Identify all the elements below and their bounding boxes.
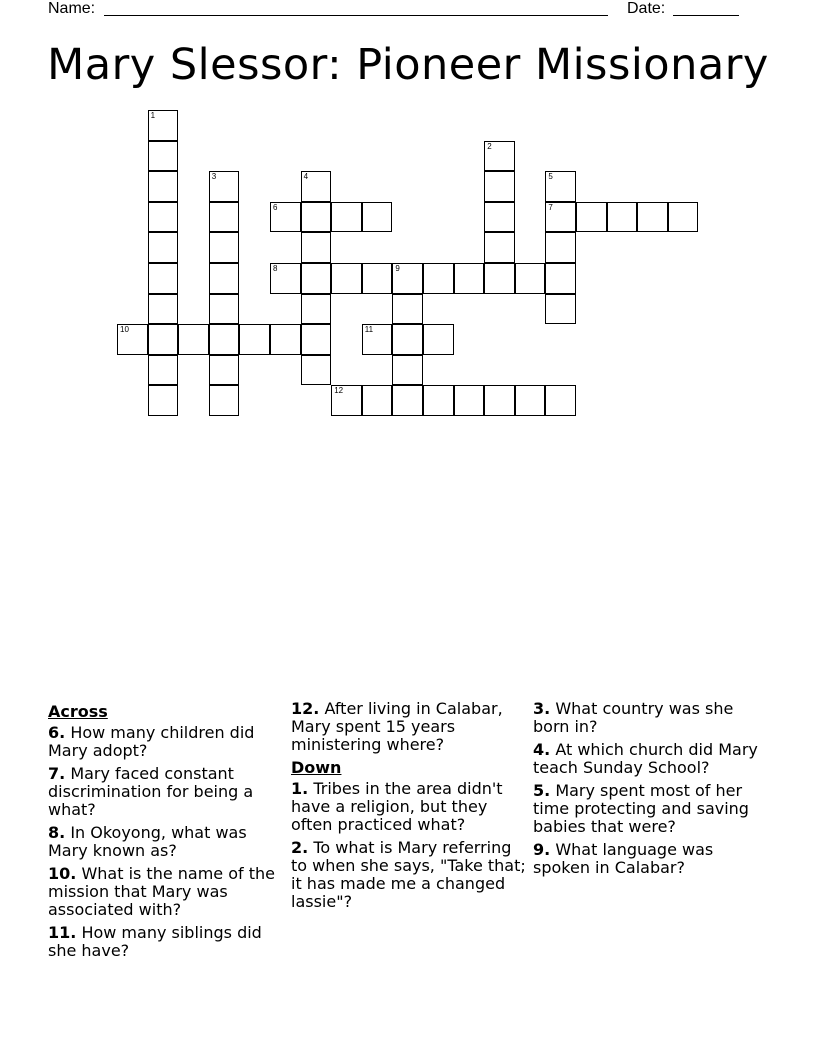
crossword-cell[interactable]	[209, 232, 240, 263]
crossword-cell[interactable]	[331, 263, 362, 294]
clue-column-2	[291, 700, 526, 916]
cell-number: 9	[395, 264, 400, 273]
crossword-cell[interactable]	[331, 385, 362, 416]
crossword-cell[interactable]	[209, 385, 240, 416]
crossword-cell[interactable]	[484, 232, 515, 263]
clue-across-12	[291, 700, 526, 754]
crossword-cell[interactable]	[301, 294, 332, 325]
cell-number: 12	[334, 386, 344, 396]
crossword-cell[interactable]	[270, 324, 301, 355]
cell-number: 8	[273, 264, 278, 273]
crossword-cell[interactable]	[148, 324, 179, 355]
crossword-grid	[0, 0, 816, 460]
crossword-cell[interactable]	[148, 232, 179, 263]
name-label: Name:	[48, 0, 96, 17]
page-title: Mary Slessor: Pioneer Missionary	[47, 40, 769, 90]
clue-column-1	[48, 700, 283, 965]
crossword-cell[interactable]	[209, 171, 240, 202]
crossword-cell[interactable]	[576, 202, 607, 233]
clue-down-1	[291, 780, 526, 834]
crossword-cell[interactable]	[392, 294, 423, 325]
crossword-cell[interactable]	[668, 202, 699, 233]
crossword-cell[interactable]	[484, 141, 515, 172]
cell-number: 3	[211, 172, 217, 182]
clue-across-8	[48, 824, 283, 860]
crossword-cell[interactable]	[331, 202, 362, 233]
clue-number: 8.	[48, 823, 66, 842]
clue-text: Mary spent most of her time protecting and saving babies that were?	[533, 781, 749, 836]
crossword-cell[interactable]	[209, 324, 240, 355]
crossword-cell[interactable]	[423, 324, 454, 355]
crossword-cell[interactable]	[362, 263, 393, 294]
crossword-cell[interactable]	[423, 263, 454, 294]
crossword-cell[interactable]	[392, 355, 423, 386]
crossword-cell[interactable]	[545, 294, 576, 325]
clue-text: How many children did Mary adopt?	[48, 723, 255, 760]
clue-text: To what is Mary referring to when she says, "Take that; it has made me a changed lassie"?	[291, 838, 526, 911]
crossword-cell[interactable]	[148, 294, 179, 325]
cell-number: 11	[364, 325, 374, 335]
crossword-cell[interactable]	[270, 263, 301, 294]
clue-down-3	[533, 700, 768, 736]
across-heading: Across	[48, 702, 108, 721]
crossword-cell[interactable]	[545, 385, 576, 416]
crossword-cell[interactable]	[148, 171, 179, 202]
clue-text: After living in Calabar, Mary spent 15 years ministering where?	[291, 699, 503, 754]
crossword-cell[interactable]	[545, 232, 576, 263]
crossword-cell[interactable]	[148, 110, 179, 141]
crossword-cell[interactable]	[392, 263, 423, 294]
crossword-cell[interactable]	[209, 202, 240, 233]
crossword-cell[interactable]	[607, 202, 638, 233]
crossword-cell[interactable]	[301, 202, 332, 233]
crossword-cell[interactable]	[209, 263, 240, 294]
clue-text: Mary faced constant discrimination for being a what?	[48, 764, 254, 819]
cell-number: 5	[548, 172, 553, 182]
crossword-cell[interactable]	[270, 202, 301, 233]
clue-number: 10.	[48, 864, 77, 883]
clue-number: 11.	[48, 923, 77, 942]
clue-number: 9.	[533, 840, 551, 859]
clue-number: 2.	[291, 838, 309, 857]
cell-number: 2	[487, 141, 492, 151]
clue-across-7	[48, 765, 283, 819]
clue-number: 1.	[291, 779, 309, 798]
crossword-cell[interactable]	[148, 263, 179, 294]
crossword-cell[interactable]	[362, 324, 393, 355]
cell-number: 7	[548, 202, 553, 212]
crossword-cell[interactable]	[301, 263, 332, 294]
crossword-cell[interactable]	[148, 202, 179, 233]
clue-column-3	[533, 700, 768, 882]
crossword-cell[interactable]	[484, 171, 515, 202]
crossword-cell[interactable]	[545, 202, 576, 233]
crossword-cell[interactable]	[209, 294, 240, 325]
crossword-cell[interactable]	[484, 202, 515, 233]
date-label: Date:	[627, 0, 666, 17]
cell-number: 4	[303, 172, 309, 182]
clue-text: At which church did Mary teach Sunday School?	[533, 740, 758, 777]
clue-number: 4.	[533, 740, 551, 759]
crossword-cell[interactable]	[178, 324, 209, 355]
clue-down-4	[533, 741, 768, 777]
clue-text: How many siblings did she have?	[48, 923, 262, 960]
clue-number: 7.	[48, 764, 66, 783]
crossword-cell[interactable]	[423, 385, 454, 416]
crossword-cell[interactable]	[117, 324, 148, 355]
crossword-cell[interactable]	[362, 202, 393, 233]
clue-number: 3.	[533, 699, 551, 718]
crossword-cell[interactable]	[209, 355, 240, 386]
cell-number: 1	[150, 111, 156, 120]
crossword-cell[interactable]	[484, 385, 515, 416]
crossword-cell[interactable]	[637, 202, 668, 233]
crossword-cell[interactable]	[392, 324, 423, 355]
clue-across-6	[48, 724, 283, 760]
clues-section	[0, 700, 816, 1000]
clue-number: 5.	[533, 781, 551, 800]
crossword-cell[interactable]	[454, 385, 485, 416]
crossword-cell[interactable]	[454, 263, 485, 294]
clue-text: What is the name of the mission that Mary was associated with?	[48, 864, 275, 919]
clue-across-11	[48, 924, 283, 960]
clue-number: 6.	[48, 723, 66, 742]
clue-down-5	[533, 782, 768, 836]
crossword-cell[interactable]	[148, 141, 179, 172]
clue-down-9	[533, 841, 768, 877]
clue-text: What country was she born in?	[533, 699, 734, 736]
crossword-cell[interactable]	[301, 355, 332, 386]
crossword-cell[interactable]	[301, 232, 332, 263]
crossword-cell[interactable]	[301, 171, 332, 202]
crossword-cell[interactable]	[392, 385, 423, 416]
clue-text: What language was spoken in Calabar?	[533, 840, 714, 877]
crossword-cell[interactable]	[515, 263, 546, 294]
crossword-cell[interactable]	[484, 263, 515, 294]
crossword-cell[interactable]	[239, 324, 270, 355]
crossword-cell[interactable]	[545, 171, 576, 202]
crossword-cell[interactable]	[545, 263, 576, 294]
clue-number: 12.	[291, 699, 320, 718]
crossword-cell[interactable]	[148, 355, 179, 386]
clue-text: In Okoyong, what was Mary known as?	[48, 823, 247, 860]
clue-across-10	[48, 865, 283, 919]
crossword-cell[interactable]	[301, 324, 332, 355]
crossword-cell[interactable]	[362, 385, 393, 416]
cell-number: 10	[120, 325, 129, 335]
clue-down-2	[291, 839, 526, 911]
down-heading: Down	[291, 758, 342, 777]
crossword-cell[interactable]	[515, 385, 546, 416]
cell-number: 6	[273, 202, 278, 212]
clue-text: Tribes in the area didn't have a religion, but they often practiced what?	[291, 779, 503, 834]
crossword-cell[interactable]	[148, 385, 179, 416]
